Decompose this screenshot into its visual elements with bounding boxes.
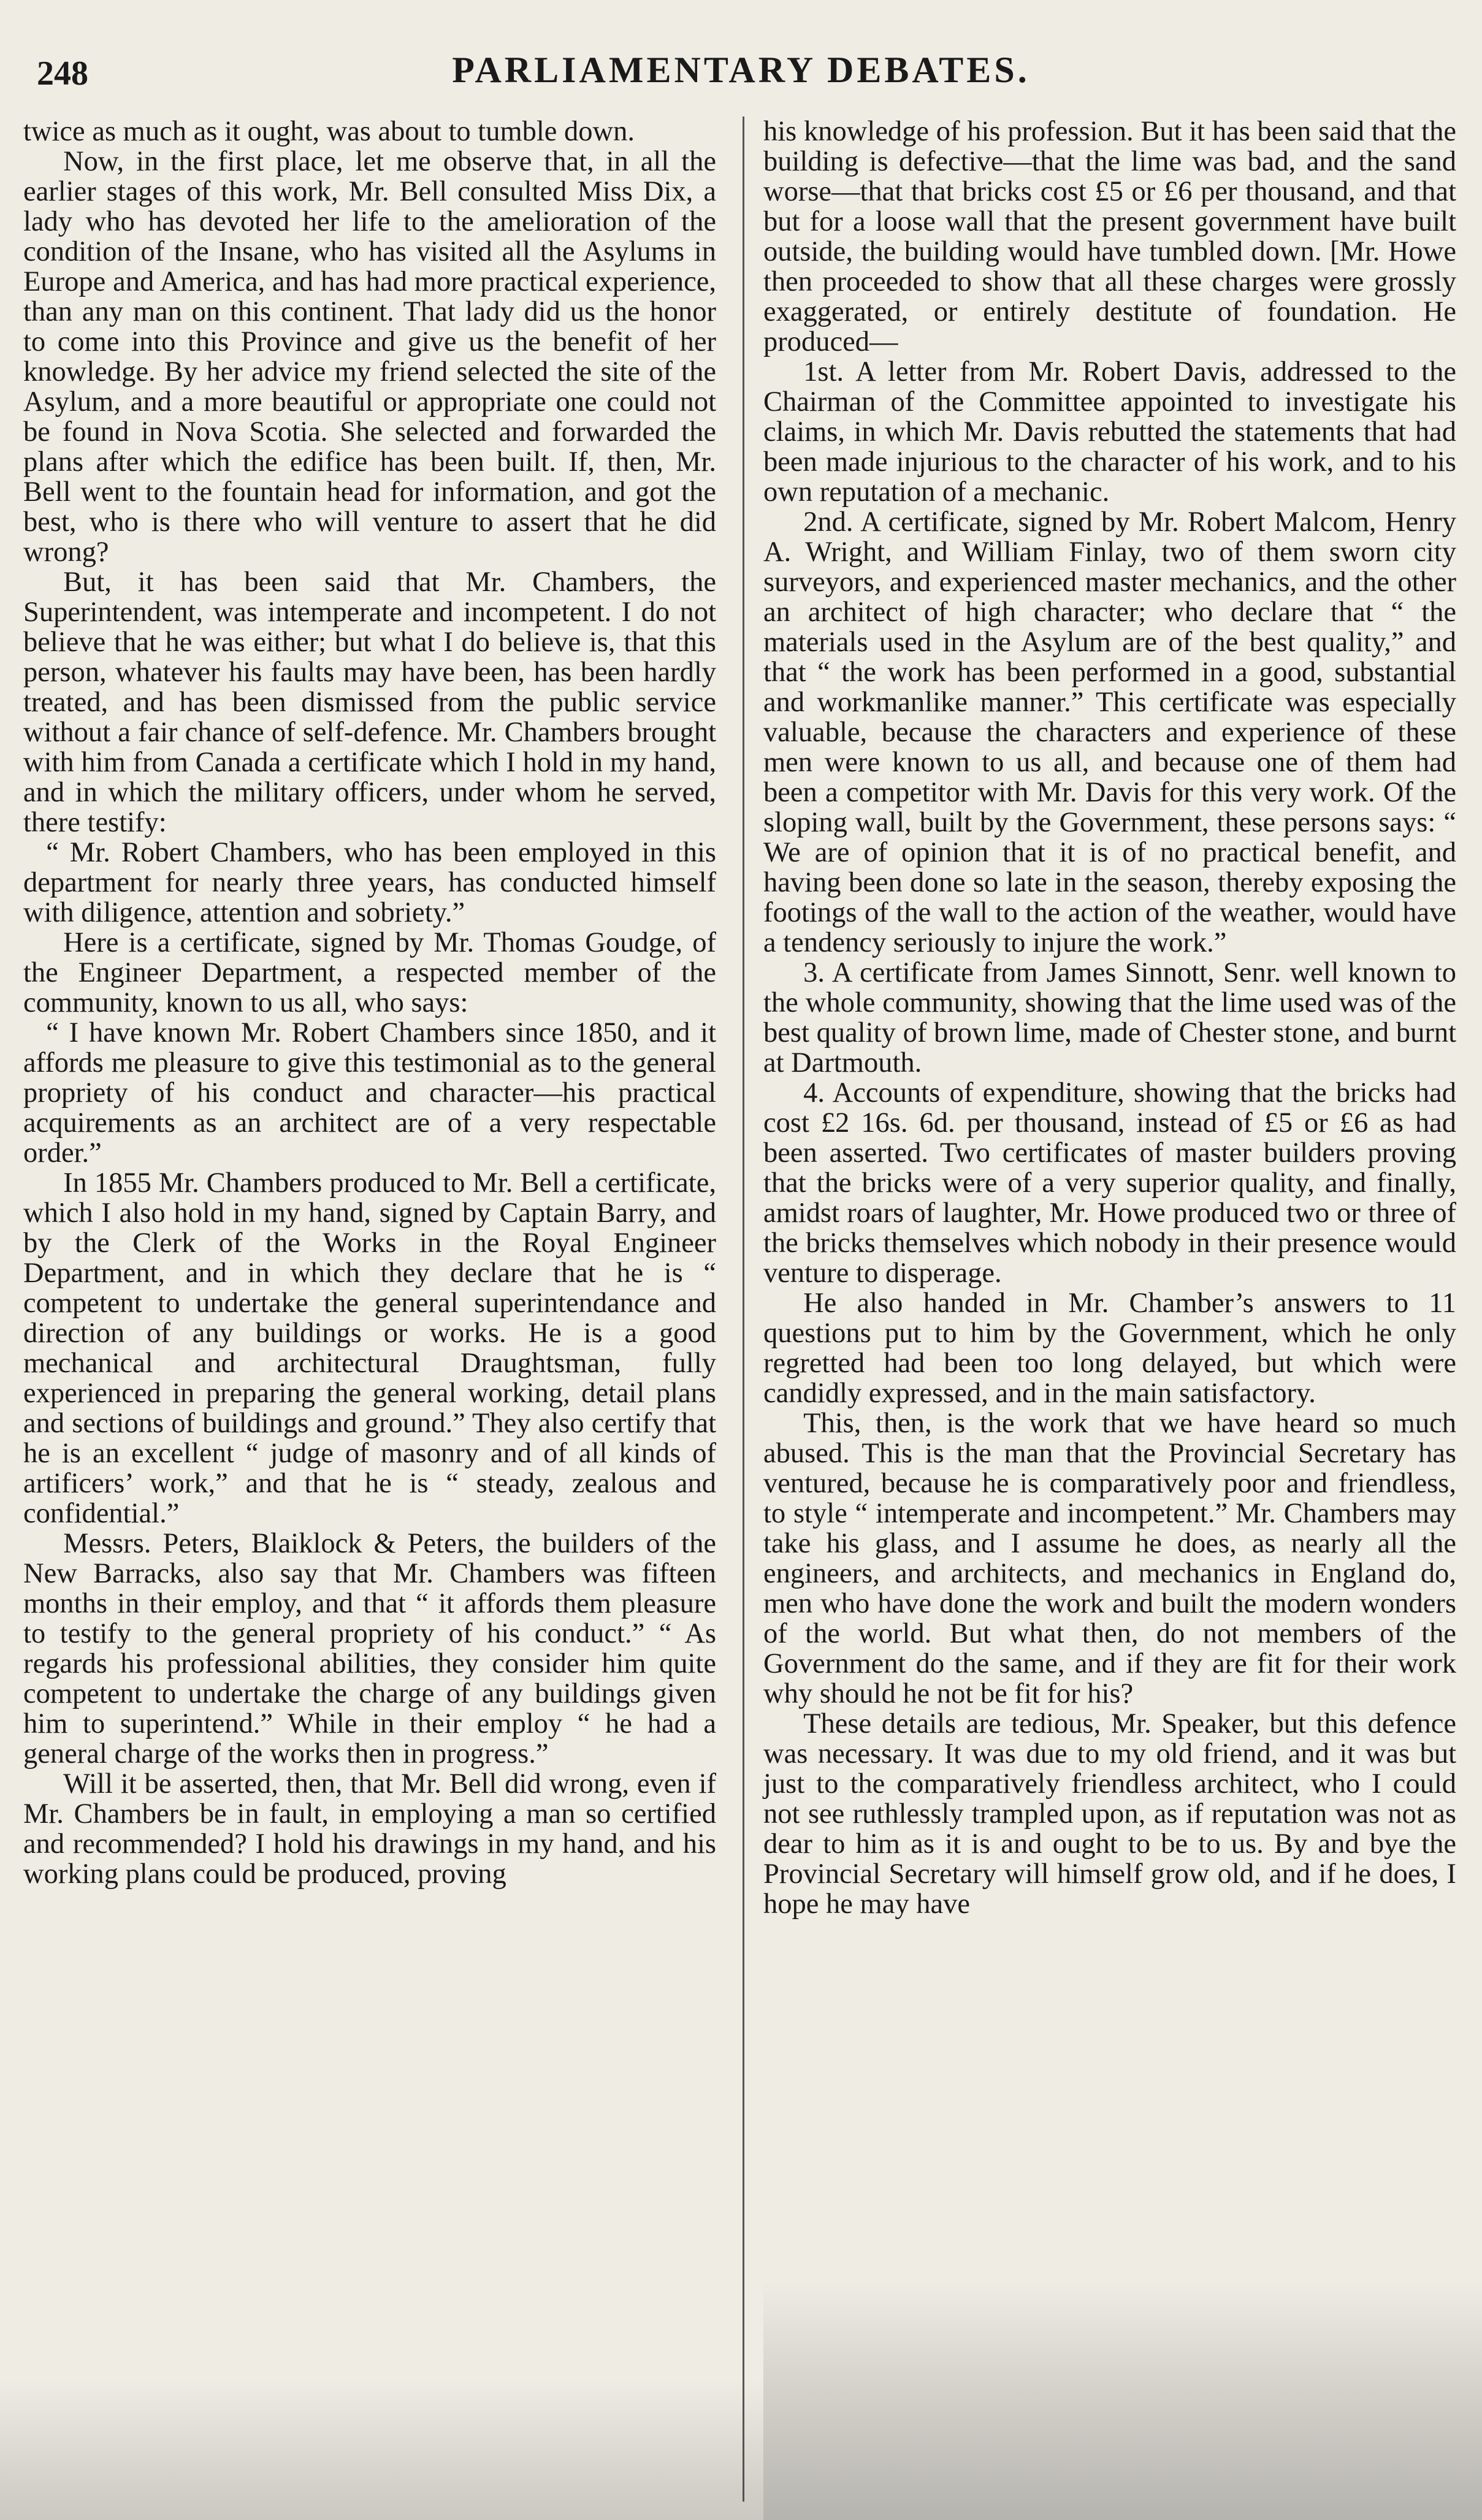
paragraph: Now, in the first place, let me observe that, in all the earlier stages of this work, Mr. Bell consulted Miss Dix, a lady who has devoted her life to the amelioration of the condition of the Insane, who has visited all the Asylums in Europe and America, and has had more practical experience, than any man on this continent. That lady did us the honor to come into this Province and give us the benefit of her knowledge. By her advice my friend selected the site of the Asylum, and a more beautiful or appropriate one could not be found in Nova Scotia. She selected and forwarded the plans after which the edifice has been built. If, then, Mr. Bell went to the fountain head for information, and got the best, who is there who will venture to assert that he did wrong? <box>23 146 716 568</box>
quoted-certificate: “ I have known Mr. Robert Chambers since 1850, and it affords me pleasure to give this testimonial as to the general propriety of his conduct and character—his practical acquirements as an architect are of a very respectable order.” <box>23 1017 716 1169</box>
running-head: PARLIAMENTARY DEBATES. <box>452 50 1030 90</box>
right-column <box>763 116 1456 1919</box>
paragraph: Messrs. Peters, Blaiklock & Peters, the builders of the New Barracks, also say that Mr. Chambers was fifteen months in their employ, and that “ it affords them pleasure to testify to the general propriety of his conduct.” “ As regards his professional abilities, they consider him quite competent to undertake the charge of any buildings given him to superintend.” While in their employ “ he had a general charge of the works then in progress.” <box>23 1528 716 1770</box>
paragraph: Here is a certificate, signed by Mr. Thomas Goudge, of the Engineer Department, a respected member of the community, known to us all, who says: <box>23 927 716 1018</box>
page-number: 248 <box>37 55 88 93</box>
scan-smudge <box>0 2379 763 2520</box>
quoted-certificate: “ Mr. Robert Chambers, who has been employed in this department for nearly three years, has conducted himself with diligence, attention and sobriety.” <box>23 837 716 928</box>
paragraph: He also handed in Mr. Chamber’s answers to 11 questions put to him by the Government, which he only regretted had been too long delayed, but which were candidly expressed, and in the main satisfactory. <box>763 1288 1456 1409</box>
page-header <box>37 37 1445 92</box>
paragraph: But, it has been said that Mr. Chambers, the Superintendent, was intemperate and incompetent. I do not believe that he was either; but what I do believe is, that this person, whatever his faults may have been, has been hardly treated, and has been dismissed from the public service without a fair chance of self-defence. Mr. Chambers brought with him from Canada a certificate which I hold in my hand, and in which the military officers, under whom he served, there testify: <box>23 567 716 838</box>
paragraph: twice as much as it ought, was about to tumble down. <box>23 116 635 147</box>
column-divider <box>743 116 744 2502</box>
paragraph: This, then, is the work that we have heard so much abused. This is the man that the Provincial Secretary has ventured, because he is comparatively poor and friendless, to style “ intemperate and incompetent.” Mr. Chambers may take his glass, and I assume he does, as nearly all the engineers, and architects, and mechanics in England do, men who have done the work and built the modern wonders of the world. But what then, do not members of the Government do the same, and if they are fit for their work why should he not be fit for his? <box>763 1408 1456 1709</box>
paragraph: 4. Accounts of expenditure, showing that the bricks had cost £2 16s. 6d. per thousand, instead of £5 or £6 as had been asserted. Two certificates of master builders proving that the bricks were of a very superior quality, and finally, amidst roars of laughter, Mr. Howe produced two or three of the bricks themselves which nobody in their presence would venture to disperage. <box>763 1077 1456 1289</box>
paragraph: 1st. A letter from Mr. Robert Davis, addressed to the Chairman of the Committee appointed to investigate his claims, in which Mr. Davis rebutted the statements that had been made injurious to the character of his work, and to his own reputation of a mechanic. <box>763 356 1456 508</box>
paragraph: Will it be asserted, then, that Mr. Bell did wrong, even if Mr. Chambers be in fault, in employing a man so certified and recommended? I hold his drawings in my hand, and his working plans could be produced, proving <box>23 1768 716 1890</box>
paragraph: his knowledge of his profession. But it has been said that the building is defective—that the lime was bad, and the sand worse—that that bricks cost £5 or £6 per thousand, and that but for a loose wall that the present government have built outside, the building would have tumbled down. [Mr. Howe then proceeded to show that all these charges were grossly exaggerated, or entirely destitute of foundation. He produced— <box>763 116 1456 357</box>
paragraph: 3. A certificate from James Sinnott, Senr. well known to the whole community, showing that the lime used was of the best quality of brown lime, made of Chester stone, and burnt at Dartmouth. <box>763 957 1456 1079</box>
paragraph: 2nd. A certificate, signed by Mr. Robert Malcom, Henry A. Wright, and William Finlay, two of them sworn city surveyors, and experienced master mechanics, and the other an architect of high character; who declare that “ the materials used in the Asylum are of the best quality,” and that “ the work has been performed in a good, substantial and workmanlike manner.” This certificate was especially valuable, because the characters and experience of these men were known to us all, and because one of them had been a competitor with Mr. Davis for this very work. Of the sloping wall, built by the Government, these persons says: “ We are of opinion that it is of no practical benefit, and having been done so late in the season, thereby exposing the footings of the wall to the action of the weather, would have a tendency seriously to injure the work.” <box>763 506 1456 958</box>
paragraph: In 1855 Mr. Chambers produced to Mr. Bell a certificate, which I also hold in my hand, signed by Captain Barry, and by the Clerk of the Works in the Royal Engineer Department, and in which they declare that he is “ competent to undertake the general superintendance and direction of any buildings or works. He is a good mechanical and architectural Draughtsman, fully experienced in preparing the general working, detail plans and sections of buildings and ground.” They also certify that he is an excellent “ judge of masonry and of all kinds of artificers’ work,” and that he is “ steady, zealous and confidential.” <box>23 1167 716 1529</box>
left-column <box>23 116 716 1889</box>
scan-smudge <box>763 2281 1482 2520</box>
paragraph: These details are tedious, Mr. Speaker, but this defence was necessary. It was due to my old friend, and it was but just to the comparatively friendless architect, who I could not see ruthlessly trampled upon, as if reputation was not as dear to him as it is and ought to be to us. By and bye the Provincial Secretary will himself grow old, and if he does, I hope he may have <box>763 1708 1456 1920</box>
